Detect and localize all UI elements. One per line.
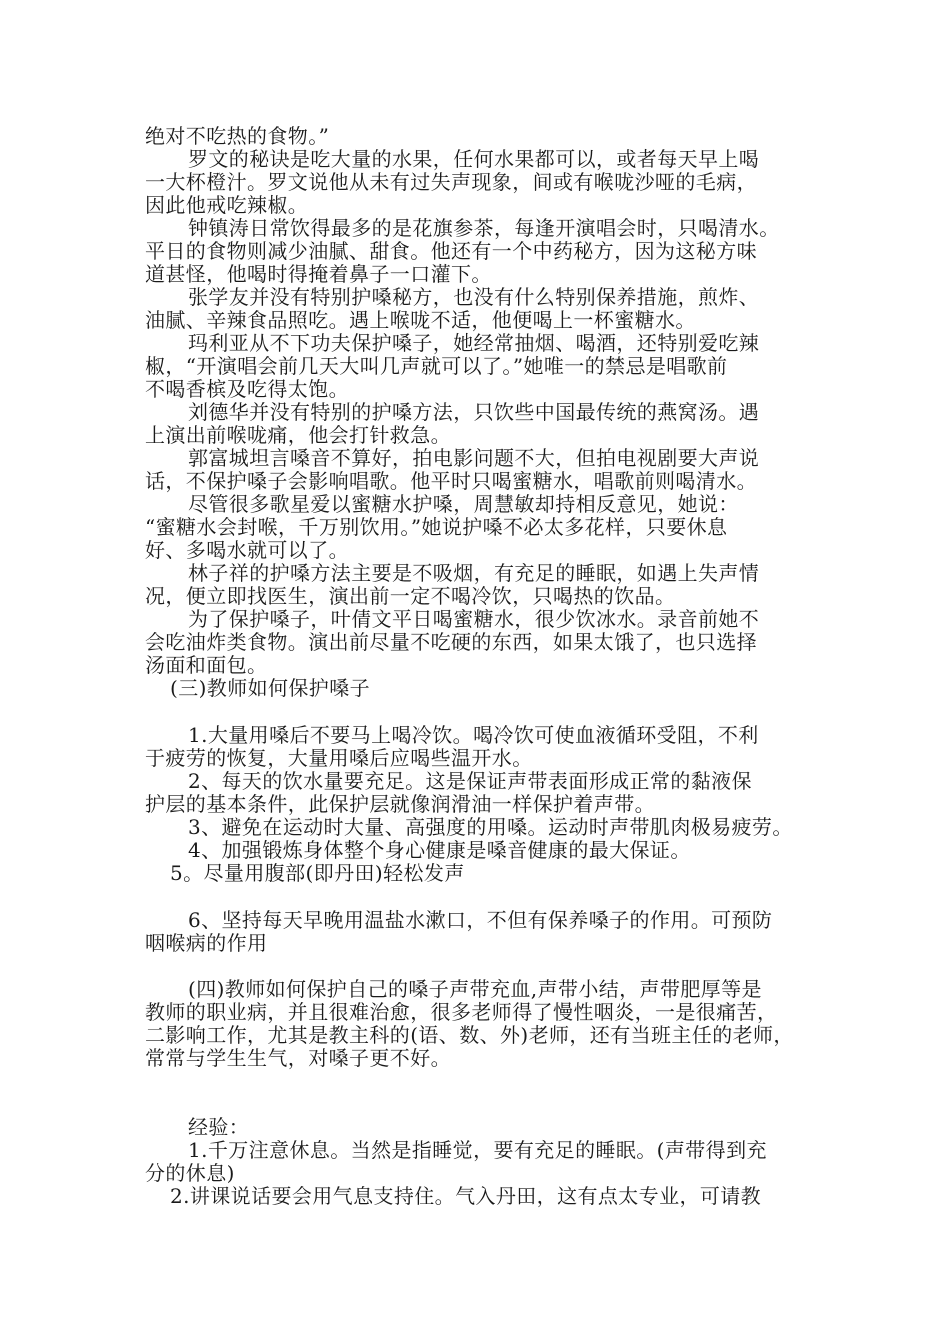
text-line: 因此他戒吃辣椒。 [145, 193, 309, 217]
text-line: 于疲劳的恢复，大量用嗓后应喝些温开水。 [145, 746, 533, 770]
text-line: 道甚怪，他喝时得掩着鼻子一口灌下。 [145, 262, 492, 286]
text-line: 刘德华并没有特别的护嗓方法，只饮些中国最传统的燕窝汤。遇 [188, 400, 760, 424]
text-line: 5。尽量用腹部(即丹田)轻松发声 [170, 861, 465, 885]
text-line: 会吃油炸类食物。演出前尽量不吃硬的东西，如果太饿了，也只选择 [145, 630, 757, 654]
text-line: 尽管很多歌星爱以蜜糖水护嗓，周慧敏却持相反意见，她说： [188, 492, 739, 516]
text-line: 平日的食物则减少油腻、甜食。他还有一个中药秘方，因为这秘方味 [145, 239, 757, 263]
text-line: 玛利亚从不下功夫保护嗓子，她经常抽烟、喝酒，还特别爱吃辣 [188, 331, 760, 355]
text-line: 钟镇涛日常饮得最多的是花旗参茶，每逢开演唱会时，只喝清水。 [188, 216, 780, 240]
text-line: 咽喉病的作用 [145, 931, 268, 955]
text-line: 上演出前喉咙痛，他会打针救急。 [145, 423, 451, 447]
text-line: 1.千万注意休息。当然是指睡觉，要有充足的睡眠。(声带得到充 [188, 1138, 767, 1162]
text-line: 2.讲课说话要会用气息支持住。气入丹田，这有点太专业，可请教 [170, 1184, 762, 1208]
text-line: 1.大量用嗓后不要马上喝冷饮。喝冷饮可使血液循环受阻，不利 [188, 723, 759, 747]
text-line: 绝对不吃热的食物。” [145, 124, 330, 148]
text-line: 不喝香槟及吃得太饱。 [145, 377, 349, 401]
text-line: (四)教师如何保护自己的嗓子声带充血,声带小结，声带肥厚等是 [188, 977, 762, 1001]
text-line: 罗文的秘诀是吃大量的水果，任何水果都可以，或者每天早上喝 [188, 147, 760, 171]
text-line: 6、坚持每天早晚用温盐水漱口，不但有保养嗓子的作用。可预防 [188, 908, 773, 932]
text-line: 张学友并没有特别护嗓秘方，也没有什么特别保养措施，煎炸、 [188, 285, 760, 309]
text-line: 4、加强锻炼身体整个身心健康是嗓音健康的最大保证。 [188, 838, 691, 862]
text-line: 常常与学生生气，对嗓子更不好。 [145, 1046, 451, 1070]
text-line: 林子祥的护嗓方法主要是不吸烟，有充足的睡眠，如遇上失声情 [188, 561, 760, 585]
text-line: 教师的职业病，并且很难治愈，很多老师得了慢性咽炎，一是很痛苦， [145, 1000, 778, 1024]
text-line: 汤面和面包。 [145, 653, 268, 677]
text-line: 二影响工作，尤其是教主科的(语、数、外)老师，还有当班主任的老师， [145, 1023, 794, 1047]
text-line: (三)教师如何保护嗓子 [170, 676, 371, 700]
text-line: 好、多喝水就可以了。 [145, 538, 349, 562]
text-line: 话，不保护嗓子会影响唱歌。他平时只喝蜜糖水，唱歌前则喝清水。 [145, 469, 757, 493]
text-line: 况，便立即找医生，演出前一定不喝冷饮，只喝热的饮品。 [145, 584, 676, 608]
text-line: 为了保护嗓子，叶倩文平日喝蜜糖水，很少饮冰水。录音前她不 [188, 607, 760, 631]
text-line: 2、每天的饮水量要充足。这是保证声带表面形成正常的黏液保 [188, 769, 752, 793]
text-line: “蜜糖水会封喉，千万别饮用。”她说护嗓不必太多花样，只要休息 [145, 515, 728, 539]
text-line: 分的休息) [145, 1161, 235, 1185]
text-line: 经验： [188, 1115, 250, 1139]
text-line: 一大杯橙汁。罗文说他从未有过失声现象，间或有喉咙沙哑的毛病， [145, 170, 757, 194]
text-line: 护层的基本条件，此保护层就像润滑油一样保护着声带。 [145, 792, 655, 816]
text-line: 3、避免在运动时大量、高强度的用嗓。运动时声带肌肉极易疲劳。 [188, 815, 793, 839]
text-line: 椒，“开演唱会前几天大叫几声就可以了。”她唯一的禁忌是唱歌前 [145, 354, 728, 378]
text-line: 油腻、辛辣食品照吃。遇上喉咙不适，他便喝上一杯蜜糖水。 [145, 308, 696, 332]
text-line: 郭富城坦言嗓音不算好，拍电影问题不大，但拍电视剧要大声说 [188, 446, 760, 470]
